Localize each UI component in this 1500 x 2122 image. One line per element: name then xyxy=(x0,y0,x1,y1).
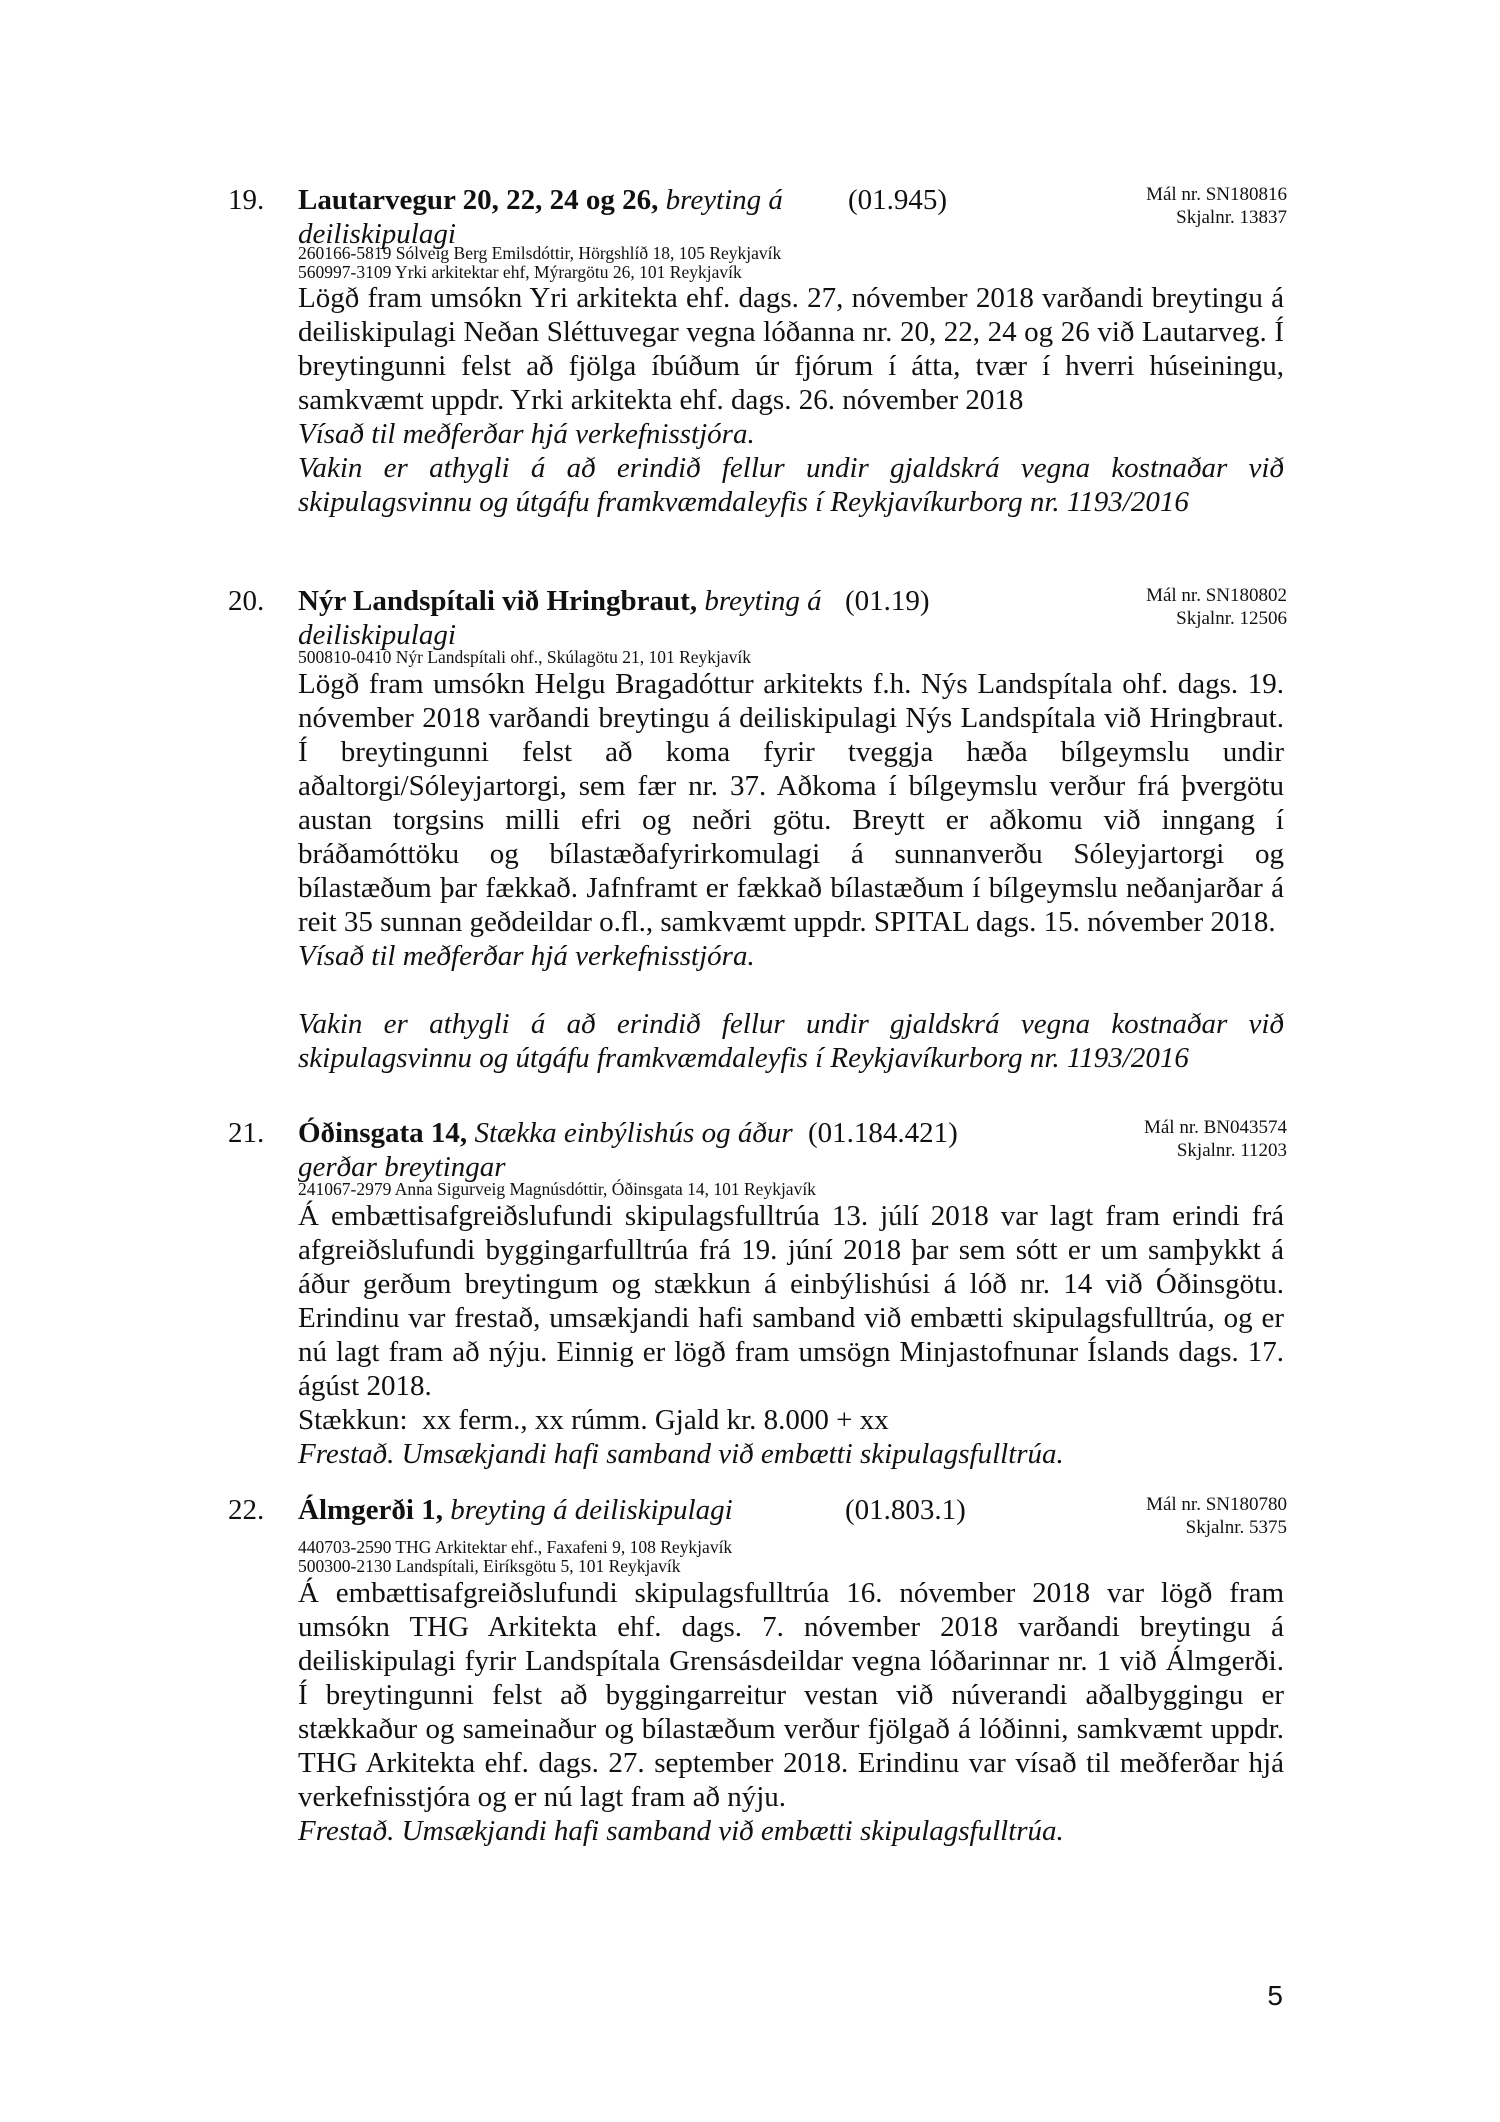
skjal-number: Skjalnr. 13837 xyxy=(1176,207,1287,228)
case-land-code: (01.803.1) xyxy=(845,1494,966,1526)
case-subject-cont: deiliskipulagi xyxy=(298,218,456,250)
case-address: Álmgerði 1, xyxy=(298,1494,443,1526)
case-refs xyxy=(1146,1493,1287,1539)
case-extra: Stækkun: xx ferm., xx rúmm. Gjald kr. 8.000 + xx xyxy=(298,1404,889,1436)
case-note: Vakin er athygli á að erindið fellur undir gjaldskrá vegna kostnaðar við skipulagsvinnu og útgáfu framkvæmdaleyfis í Reykjavíkurborg nr. 1193/2016 xyxy=(298,1008,1284,1074)
case-decision: Vísað til meðferðar hjá verkefnisstjóra. xyxy=(298,418,755,450)
applicants xyxy=(298,244,781,282)
applicant: 440703-2590 THG Arkitektar ehf., Faxafeni 9, 108 Reykjavík xyxy=(298,1537,733,1557)
case-description: Lögð fram umsókn Helgu Bragadóttur arkitekts f.h. Nýs Landspítala ohf. dags. 19. nóvember 2018 varðandi breytingu á deiliskipulagi Nýs Landspítala við Hringbraut. Í breytingunni felst að koma fyrir tveggja hæða bílgeymslu undir aðaltorgi/Sóleyjartorgi, sem fær nr. 37. Aðkoma í bílgeymslu verður frá þvergötu austan torgsins milli efri og neðri götu. Breytt er aðkomu við inngang í bráðamóttöku og bílastæðafyrirkomulagi á sunnanverðu Sóleyjartorgi og bílastæðum þar fækkað. Jafnframt er fækkað bílastæðum í bílgeymslu neðanjarðar á reit 35 sunnan geðdeildar o.fl., samkvæmt uppdr. SPITAL dags. 15. nóvember 2018. xyxy=(298,668,1284,938)
skjal-number: Skjalnr. 11203 xyxy=(1176,1140,1287,1161)
applicant: 560997-3109 Yrki arkitektar ehf, Mýrargötu 26, 101 Reykjavík xyxy=(298,262,742,282)
mal-number: Mál nr. SN180780 xyxy=(1146,1494,1287,1515)
case-subject: breyting á xyxy=(665,184,783,216)
applicant: 500810-0410 Nýr Landspítali ohf., Skúlagötu 21, 101 Reykjavík xyxy=(298,647,752,667)
case-decision: Frestað. Umsækjandi hafi samband við embætti skipulagsfulltrúa. xyxy=(298,1815,1064,1847)
case-number: 21. xyxy=(228,1117,265,1149)
case-title xyxy=(298,183,783,251)
case-subject-cont: deiliskipulagi xyxy=(298,619,456,651)
case-title xyxy=(298,1493,733,1527)
case-subject: breyting á deiliskipulagi xyxy=(450,1494,733,1526)
case-note: Vakin er athygli á að erindið fellur undir gjaldskrá vegna kostnaðar við skipulagsvinnu og útgáfu framkvæmdaleyfis í Reykjavíkurborg nr. 1193/2016 xyxy=(298,452,1284,518)
mal-number: Mál nr. BN043574 xyxy=(1143,1117,1287,1138)
mal-number: Mál nr. SN180802 xyxy=(1146,585,1287,606)
applicant: 500300-2130 Landspítali, Eiríksgötu 5, 101 Reykjavík xyxy=(298,1556,681,1576)
case-address: Nýr Landspítali við Hringbraut, xyxy=(298,585,698,617)
case-body xyxy=(298,1199,1284,1471)
case-body xyxy=(298,667,1284,1075)
mal-number: Mál nr. SN180816 xyxy=(1146,184,1287,205)
case-title xyxy=(298,584,822,652)
case-description: Lögð fram umsókn Yri arkitekta ehf. dags. 27, nóvember 2018 varðandi breytingu á deiliskipulagi Neðan Sléttuvegar vegna lóðanna nr. 20, 22, 24 og 26 við Lautarveg. Í breytingunni felst að fjölga íbúðum úr fjórum í átta, tvær í hverri húseiningu, samkvæmt uppdr. Yrki arkitekta ehf. dags. 26. nóvember 2018 xyxy=(298,282,1284,416)
case-description: Á embættisafgreiðslufundi skipulagsfulltrúa 16. nóvember 2018 var lögð fram umsókn THG Arkitekta ehf. dags. 7. nóvember 2018 varðandi breytingu á deiliskipulagi fyrir Landspítala Grensásdeildar vegna lóðarinnar nr. 1 við Álmgerði. Í breytingunni felst að byggingarreitur vestan við núverandi aðalbyggingu er stækkaður og sameinaður og bílastæðum verður fjölgað á lóðinni, samkvæmt uppdr. THG Arkitekta ehf. dags. 27. september 2018. Erindinu var vísað til meðferðar hjá verkefnisstjóra og er nú lagt fram að nýju. xyxy=(298,1577,1284,1813)
case-body xyxy=(298,281,1284,519)
skjal-number: Skjalnr. 5375 xyxy=(1185,1517,1287,1538)
applicants xyxy=(298,648,751,667)
skjal-number: Skjalnr. 12506 xyxy=(1176,608,1287,629)
case-land-code: (01.945) xyxy=(848,184,948,216)
case-decision: Frestað. Umsækjandi hafi samband við embætti skipulagsfulltrúa. xyxy=(298,1438,1064,1470)
case-number: 22. xyxy=(228,1494,265,1526)
page-number: 5 xyxy=(1267,1980,1283,2011)
case-refs xyxy=(1146,183,1287,229)
applicant: 260166-5819 Sólveig Berg Emilsdóttir, Hörgshlíð 18, 105 Reykjavík xyxy=(298,243,782,263)
case-address: Lautarvegur 20, 22, 24 og 26, xyxy=(298,184,659,216)
case-decision: Vísað til meðferðar hjá verkefnisstjóra. xyxy=(298,940,755,972)
case-title xyxy=(298,1116,793,1184)
case-subject: Stækka einbýlishús og áður xyxy=(474,1117,793,1149)
case-description: Á embættisafgreiðslufundi skipulagsfulltrúa 13. júlí 2018 var lagt fram erindi frá afgreiðslufundi byggingarfulltrúa frá 19. júní 2018 þar sem sótt er um samþykkt á áður gerðum breytingum og stækkun á einbýlishúsi á lóð nr. 14 við Óðinsgötu. Erindinu var frestað, umsækjandi hafi samband við embætti skipulagsfulltrúa, og er nú lagt fram að nýju. Einnig er lögð fram umsögn Minjastofnunar Íslands dags. 17. ágúst 2018. xyxy=(298,1200,1284,1402)
applicants xyxy=(298,1538,732,1576)
spacer xyxy=(298,973,1284,1007)
case-body xyxy=(298,1576,1284,1848)
case-land-code: (01.19) xyxy=(845,585,930,617)
case-number: 20. xyxy=(228,585,265,617)
case-refs xyxy=(1144,1116,1287,1162)
case-subject: breyting á xyxy=(704,585,822,617)
case-subject-cont: gerðar breytingar xyxy=(298,1151,506,1183)
applicants xyxy=(298,1180,816,1199)
case-address: Óðinsgata 14, xyxy=(298,1117,468,1149)
case-refs xyxy=(1146,584,1287,630)
applicant: 241067-2979 Anna Sigurveig Magnúsdóttir, Óðinsgata 14, 101 Reykjavík xyxy=(298,1179,816,1199)
case-number: 19. xyxy=(228,184,265,216)
case-land-code: (01.184.421) xyxy=(808,1117,958,1149)
